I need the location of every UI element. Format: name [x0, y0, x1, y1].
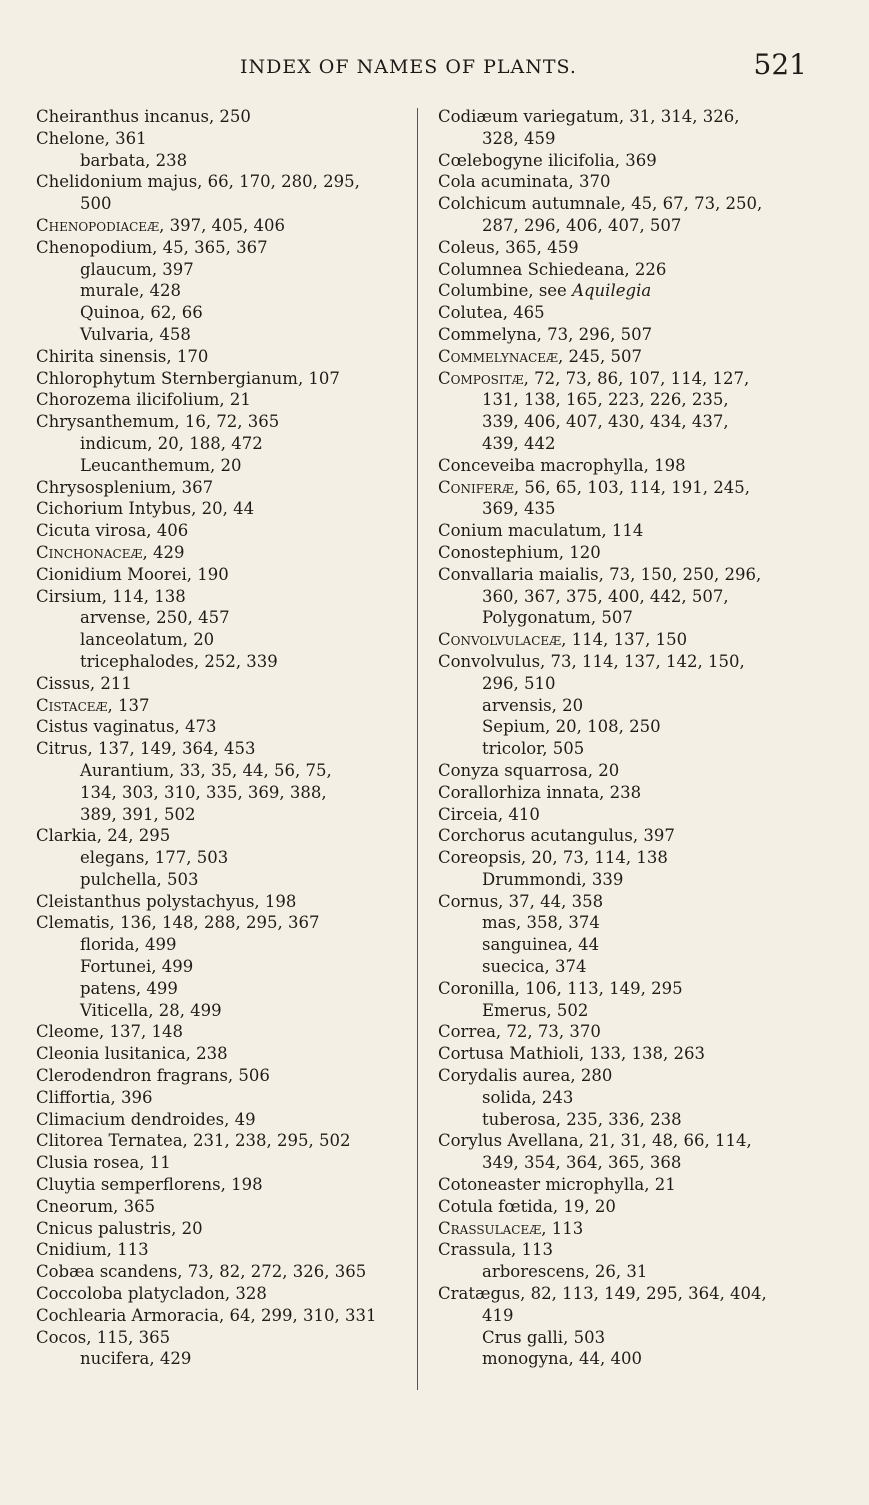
index-subentry — [438, 1152, 810, 1174]
index-subentry — [438, 673, 810, 695]
index-subentry — [36, 455, 408, 477]
index-entry — [36, 1218, 408, 1240]
index-column-left — [36, 106, 408, 1370]
index-entry — [438, 825, 810, 847]
entry-text: Colchicum autumnale, 45, 67, 73, 250, — [438, 194, 763, 214]
index-entry — [438, 150, 810, 172]
index-entry — [438, 978, 810, 1000]
index-subentry — [438, 1087, 810, 1109]
index-subentry — [36, 934, 408, 956]
index-entry — [36, 215, 408, 237]
index-entry — [438, 760, 810, 782]
entry-text: Conceveiba macrophylla, 198 — [438, 455, 686, 475]
index-entry — [438, 1043, 810, 1065]
index-entry — [438, 1021, 810, 1043]
entry-text: tuberosa, 235, 336, 238 — [482, 1109, 682, 1129]
index-entry — [36, 673, 408, 695]
index-column-right — [438, 106, 810, 1370]
index-entry — [438, 455, 810, 477]
entry-text: Crassulaceæ, 113 — [438, 1218, 584, 1238]
entry-text: nucifera, 429 — [80, 1349, 192, 1369]
entry-text: Coccoloba platycladon, 328 — [36, 1284, 267, 1304]
entry-text: Polygonatum, 507 — [482, 608, 633, 628]
entry-text: 349, 354, 364, 365, 368 — [482, 1153, 682, 1173]
index-subentry — [36, 629, 408, 651]
entry-text: Cistus vaginatus, 473 — [36, 717, 217, 737]
entry-text: Chlorophytum Sternbergianum, 107 — [36, 368, 340, 388]
entry-text: Climacium dendroides, 49 — [36, 1109, 256, 1129]
entry-text: Compositæ, 72, 73, 86, 107, 114, 127, — [438, 368, 750, 388]
index-entry — [438, 193, 810, 215]
index-subentry — [438, 934, 810, 956]
entry-text: Cluytia semperflorens, 198 — [36, 1175, 263, 1195]
entry-text: 287, 296, 406, 407, 507 — [482, 215, 682, 235]
entry-text: Chenopodiaceæ, 397, 405, 406 — [36, 215, 286, 235]
index-entry — [36, 1327, 408, 1349]
entry-text: Clarkia, 24, 295 — [36, 826, 171, 846]
index-subentry — [36, 1348, 408, 1370]
index-entry — [36, 171, 408, 193]
entry-text: Cneorum, 365 — [36, 1196, 156, 1216]
entry-text: Convallaria maialis, 73, 150, 250, 296, — [438, 564, 762, 584]
entry-text: monogyna, 44, 400 — [482, 1349, 642, 1369]
index-subentry — [36, 804, 408, 826]
entry-text: Cochlearia Armoracia, 64, 299, 310, 331 — [36, 1305, 377, 1325]
entry-text: Circeia, 410 — [438, 804, 540, 824]
index-subentry — [36, 302, 408, 324]
column-divider — [417, 108, 418, 1390]
index-entry — [36, 1305, 408, 1327]
index-subentry — [36, 847, 408, 869]
entry-text: Aurantium, 33, 35, 44, 56, 75, — [80, 760, 332, 780]
entry-text: 360, 367, 375, 400, 442, 507, — [482, 586, 729, 606]
entry-text: Cœlebogyne ilicifolia, 369 — [438, 150, 657, 170]
entry-text: Crassula, 113 — [438, 1240, 554, 1260]
index-subentry — [438, 738, 810, 760]
entry-text: Cola acuminata, 370 — [438, 172, 611, 192]
index-subentry — [438, 1305, 810, 1327]
index-entry — [36, 1152, 408, 1174]
index-subentry — [438, 1261, 810, 1283]
entry-text: sanguinea, 44 — [482, 935, 600, 955]
index-entry — [36, 389, 408, 411]
index-subentry — [36, 956, 408, 978]
index-entry — [438, 368, 810, 390]
index-entry — [36, 695, 408, 717]
entry-text: 419 — [482, 1305, 514, 1325]
cross-reference: Aquilegia — [572, 281, 652, 301]
index-entry — [438, 1174, 810, 1196]
index-subentry — [36, 782, 408, 804]
index-entry — [36, 1196, 408, 1218]
entry-text: Chorozema ilicifolium, 21 — [36, 390, 251, 410]
entry-text: murale, 428 — [80, 281, 182, 301]
index-subentry — [36, 869, 408, 891]
index-entry — [36, 1043, 408, 1065]
entry-text: Conyza squarrosa, 20 — [438, 760, 620, 780]
entry-text: Cornus, 37, 44, 358 — [438, 891, 604, 911]
entry-text: Drummondi, 339 — [482, 869, 624, 889]
entry-text: Correa, 72, 73, 370 — [438, 1022, 601, 1042]
index-entry — [438, 477, 810, 499]
entry-text: 339, 406, 407, 430, 434, 437, — [482, 412, 729, 432]
index-entry — [36, 1130, 408, 1152]
index-entry — [36, 1109, 408, 1131]
entry-text: Leucanthemum, 20 — [80, 455, 242, 475]
index-entry — [438, 259, 810, 281]
index-subentry — [438, 1348, 810, 1370]
entry-text: Chenopodium, 45, 365, 367 — [36, 237, 268, 257]
index-entry — [438, 804, 810, 826]
index-subentry — [36, 978, 408, 1000]
running-head: INDEX OF NAMES OF PLANTS. — [240, 56, 577, 78]
index-entry — [36, 1065, 408, 1087]
index-entry — [36, 564, 408, 586]
index-entry — [36, 1174, 408, 1196]
entry-text: Sepium, 20, 108, 250 — [482, 717, 661, 737]
entry-text: 389, 391, 502 — [80, 804, 196, 824]
entry-text: Cheiranthus incanus, 250 — [36, 107, 251, 126]
entry-text: Convolvulus, 73, 114, 137, 142, 150, — [438, 651, 745, 671]
entry-text: Coronilla, 106, 113, 149, 295 — [438, 978, 683, 998]
entry-text: Cocos, 115, 365 — [36, 1327, 171, 1347]
index-entry — [36, 912, 408, 934]
index-subentry — [438, 389, 810, 411]
index-entry — [438, 847, 810, 869]
index-entry — [438, 324, 810, 346]
entry-text: Cionidium Moorei, 190 — [36, 564, 229, 584]
index-subentry — [438, 433, 810, 455]
index-subentry — [438, 1109, 810, 1131]
index-entry — [438, 651, 810, 673]
page-number: 521 — [753, 48, 807, 81]
index-subentry — [438, 607, 810, 629]
entry-text: suecica, 374 — [482, 957, 587, 977]
entry-text: 369, 435 — [482, 499, 556, 519]
index-entry — [438, 629, 810, 651]
index-subentry — [36, 1000, 408, 1022]
entry-text: Cleistanthus polystachyus, 198 — [36, 891, 297, 911]
index-subentry — [438, 869, 810, 891]
index-entry — [36, 738, 408, 760]
entry-text: Fortunei, 499 — [80, 957, 194, 977]
entry-text: Viticella, 28, 499 — [80, 1000, 222, 1020]
entry-text: barbata, 238 — [80, 150, 188, 170]
index-entry — [438, 542, 810, 564]
entry-text: Cleonia lusitanica, 238 — [36, 1044, 228, 1064]
index-subentry — [438, 586, 810, 608]
index-entry — [438, 564, 810, 586]
index-entry — [36, 825, 408, 847]
index-entry — [36, 368, 408, 390]
entry-text: Corydalis aurea, 280 — [438, 1066, 613, 1086]
entry-text: Cobæa scandens, 73, 82, 272, 326, 365 — [36, 1262, 367, 1282]
index-entry — [36, 1021, 408, 1043]
entry-text: Coleus, 365, 459 — [438, 237, 579, 257]
entry-text: Crus galli, 503 — [482, 1327, 606, 1347]
index-subentry — [438, 716, 810, 738]
index-subentry — [438, 128, 810, 150]
index-subentry — [438, 695, 810, 717]
entry-text: pulchella, 503 — [80, 869, 199, 889]
index-entry — [36, 1261, 408, 1283]
entry-text: tricolor, 505 — [482, 739, 585, 759]
entry-text: Convolvulaceæ, 114, 137, 150 — [438, 630, 688, 650]
index-subentry — [36, 259, 408, 281]
entry-text: Columnea Schiedeana, 226 — [438, 259, 667, 279]
entry-text: Cliffortia, 396 — [36, 1087, 153, 1107]
index-entry — [36, 716, 408, 738]
index-entry — [438, 302, 810, 324]
entry-text: Conostephium, 120 — [438, 542, 601, 562]
entry-text: Citrus, 137, 149, 364, 453 — [36, 739, 256, 759]
entry-text: 296, 510 — [482, 673, 556, 693]
entry-text: Quinoa, 62, 66 — [80, 303, 203, 323]
entry-text: patens, 499 — [80, 978, 178, 998]
entry-text: mas, 358, 374 — [482, 913, 600, 933]
index-entry — [36, 1283, 408, 1305]
entry-text: Cratægus, 82, 113, 149, 295, 364, 404, — [438, 1284, 767, 1304]
index-entry — [36, 237, 408, 259]
entry-text: Cotula fœtida, 19, 20 — [438, 1196, 616, 1216]
index-entry — [36, 477, 408, 499]
entry-text: Cotoneaster microphylla, 21 — [438, 1175, 676, 1195]
entry-text: Vulvaria, 458 — [80, 324, 191, 344]
entry-text: Cichorium Intybus, 20, 44 — [36, 499, 255, 519]
entry-text: Corylus Avellana, 21, 31, 48, 66, 114, — [438, 1131, 752, 1151]
index-subentry — [438, 498, 810, 520]
index-subentry — [36, 651, 408, 673]
index-entry — [36, 542, 408, 564]
entry-text: lanceolatum, 20 — [80, 630, 215, 650]
index-entry — [36, 106, 408, 128]
entry-text: Chrysanthemum, 16, 72, 365 — [36, 412, 280, 432]
index-entry — [36, 891, 408, 913]
index-subentry — [36, 324, 408, 346]
index-entry — [438, 346, 810, 368]
index-entry — [438, 520, 810, 542]
index-subentry — [438, 1327, 810, 1349]
entry-text: Corchorus acutangulus, 397 — [438, 826, 675, 846]
entry-text: Commelynaceæ, 245, 507 — [438, 346, 643, 366]
entry-text: Coreopsis, 20, 73, 114, 138 — [438, 848, 668, 868]
entry-text: Commelyna, 73, 296, 507 — [438, 324, 653, 344]
index-subentry — [438, 215, 810, 237]
entry-text: Coniferæ, 56, 65, 103, 114, 191, 245, — [438, 477, 750, 497]
entry-text: Clitorea Ternatea, 231, 238, 295, 502 — [36, 1131, 351, 1151]
index-subentry — [438, 956, 810, 978]
index-subentry — [36, 150, 408, 172]
entry-text: Clematis, 136, 148, 288, 295, 367 — [36, 913, 320, 933]
index-entry — [438, 1239, 810, 1261]
entry-text: Cnidium, 113 — [36, 1240, 149, 1260]
entry-text: Corallorhiza innata, 238 — [438, 782, 642, 802]
entry-text: indicum, 20, 188, 472 — [80, 433, 263, 453]
index-entry — [36, 1239, 408, 1261]
index-subentry — [438, 912, 810, 934]
index-subentry — [36, 607, 408, 629]
index-entry — [36, 411, 408, 433]
entry-text: Chelidonium majus, 66, 170, 280, 295, — [36, 172, 360, 192]
entry-text: Chelone, 361 — [36, 128, 147, 148]
index-entry — [438, 1065, 810, 1087]
entry-text: Cortusa Mathioli, 133, 138, 263 — [438, 1044, 705, 1064]
index-entry — [438, 1196, 810, 1218]
index-entry — [438, 171, 810, 193]
entry-text: florida, 499 — [80, 935, 177, 955]
entry-text: Emerus, 502 — [482, 1000, 589, 1020]
index-subentry — [36, 280, 408, 302]
entry-text: Chirita sinensis, 170 — [36, 346, 209, 366]
index-entry — [438, 891, 810, 913]
index-subentry — [36, 433, 408, 455]
entry-text: 500 — [80, 194, 112, 214]
index-subentry — [36, 760, 408, 782]
index-entry — [438, 237, 810, 259]
entry-text: Cistaceæ, 137 — [36, 695, 150, 715]
entry-text: Clerodendron fragrans, 506 — [36, 1066, 270, 1086]
entry-text: Conium maculatum, 114 — [438, 521, 644, 541]
index-entry — [36, 520, 408, 542]
index-entry — [36, 128, 408, 150]
index-entry — [438, 782, 810, 804]
entry-text: Cinchonaceæ, 429 — [36, 542, 185, 562]
entry-text: 131, 138, 165, 223, 226, 235, — [482, 390, 729, 410]
entry-text: arvensis, 20 — [482, 695, 584, 715]
entry-text: Chrysosplenium, 367 — [36, 477, 214, 497]
entry-text: Cissus, 211 — [36, 673, 132, 693]
entry-text: elegans, 177, 503 — [80, 848, 229, 868]
index-entry — [36, 346, 408, 368]
entry-text: 439, 442 — [482, 433, 556, 453]
entry-text: 328, 459 — [482, 128, 556, 148]
entry-text: arvense, 250, 457 — [80, 608, 230, 628]
entry-text: Codiæum variegatum, 31, 314, 326, — [438, 107, 740, 126]
index-entry — [438, 280, 810, 302]
entry-text: Cicuta virosa, 406 — [36, 521, 189, 541]
entry-text: Colutea, 465 — [438, 303, 545, 323]
entry-text: glaucum, 397 — [80, 259, 194, 279]
index-entry — [438, 1130, 810, 1152]
index-entry — [438, 1218, 810, 1240]
index-entry — [438, 1283, 810, 1305]
entry-text: Cirsium, 114, 138 — [36, 586, 186, 606]
entry-text: solida, 243 — [482, 1087, 574, 1107]
index-subentry — [438, 411, 810, 433]
entry-text: Cleome, 137, 148 — [36, 1022, 183, 1042]
index-entry — [438, 106, 810, 128]
entry-text: arborescens, 26, 31 — [482, 1262, 648, 1282]
entry-text: 134, 303, 310, 335, 369, 388, — [80, 782, 327, 802]
entry-text: Cnicus palustris, 20 — [36, 1218, 203, 1238]
index-subentry — [438, 1000, 810, 1022]
index-entry — [36, 1087, 408, 1109]
entry-text: Clusia rosea, 11 — [36, 1153, 171, 1173]
entry-text: tricephalodes, 252, 339 — [80, 651, 278, 671]
index-entry — [36, 586, 408, 608]
entry-text: Columbine, see — [438, 281, 573, 301]
index-subentry — [36, 193, 408, 215]
index-entry — [36, 498, 408, 520]
